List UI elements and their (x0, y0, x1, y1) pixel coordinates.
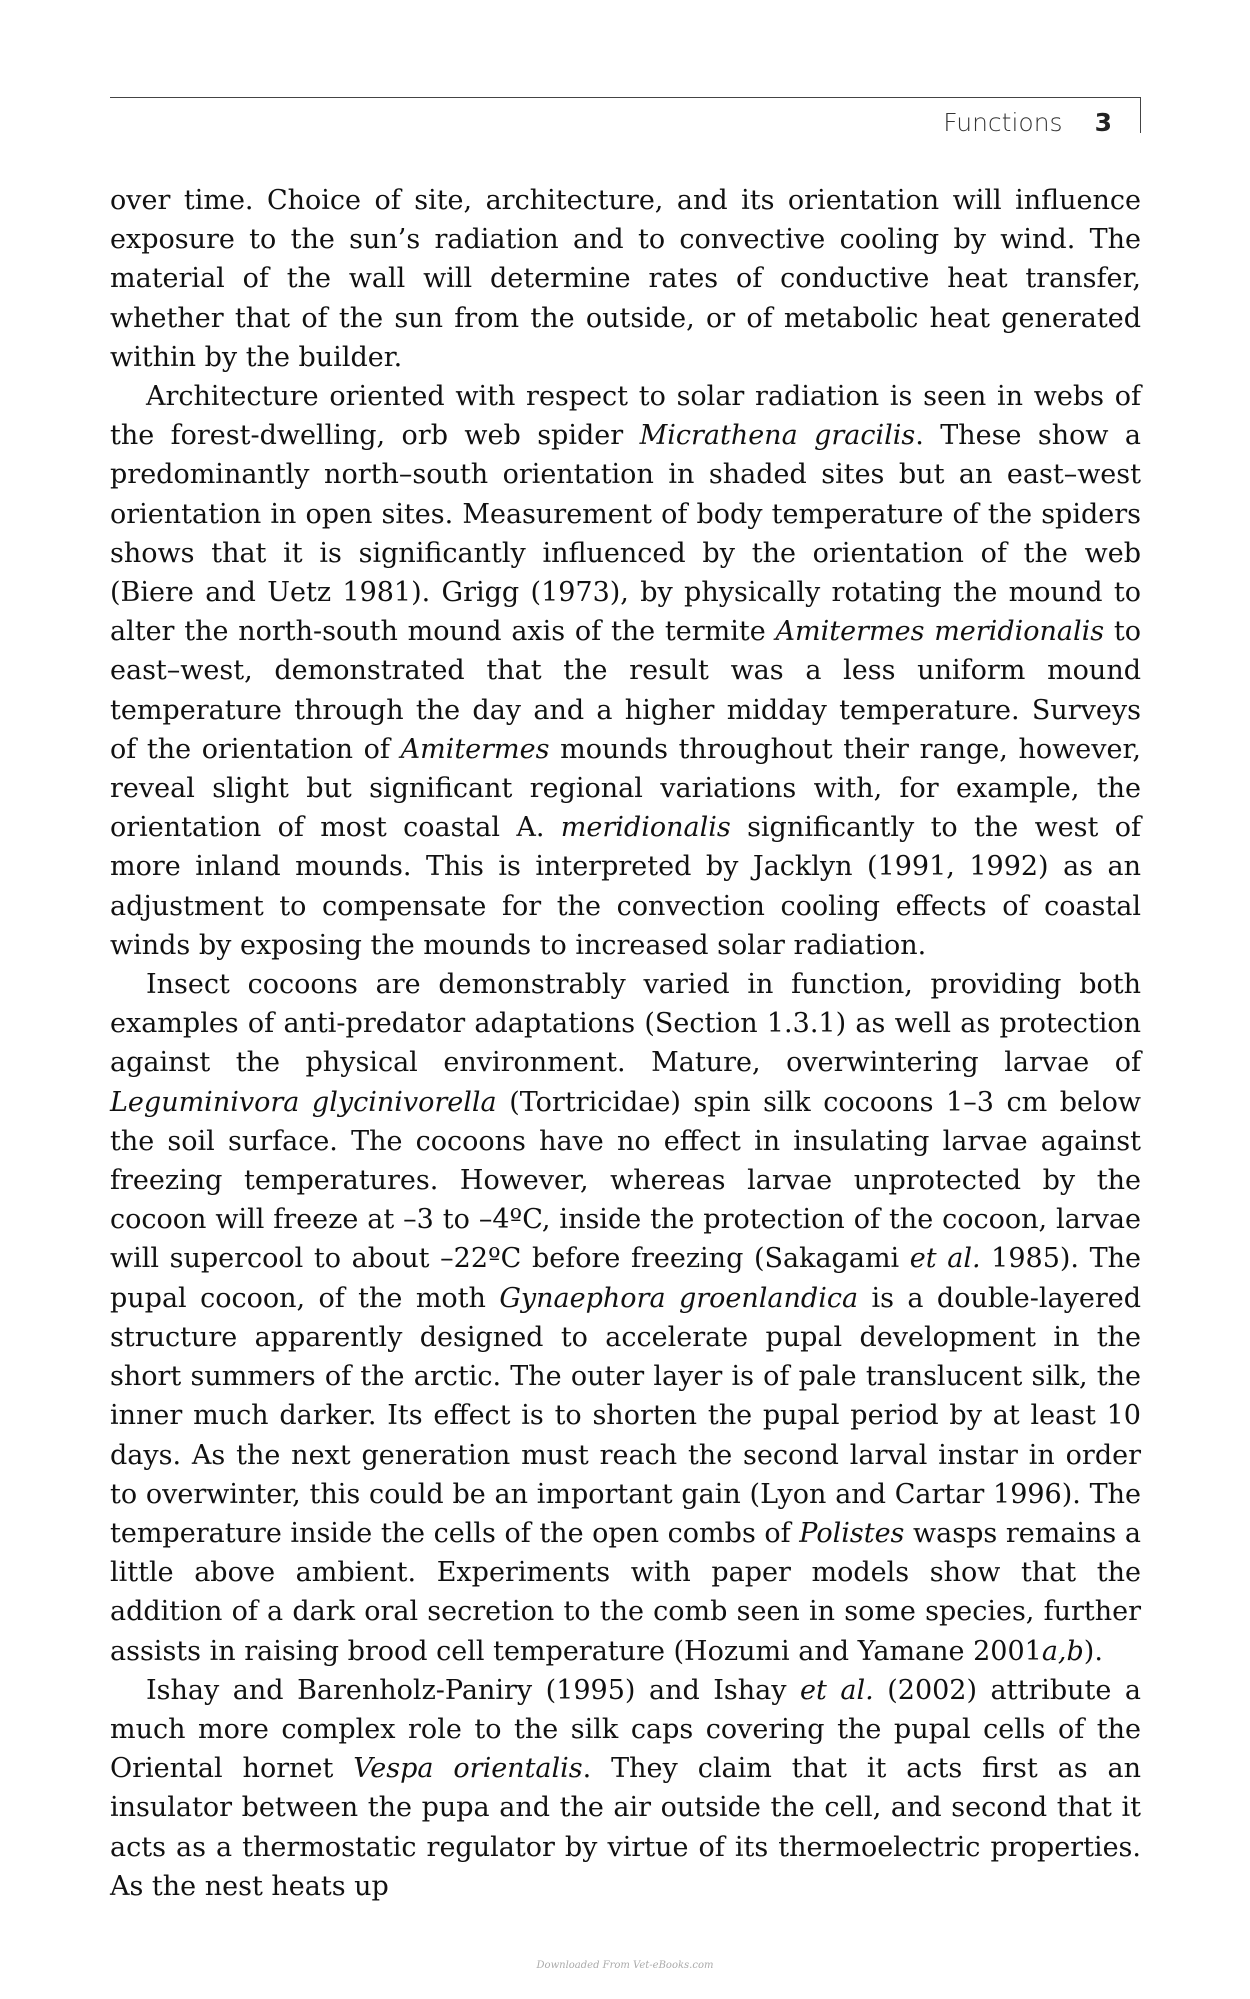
italic-term: a,b (1041, 1635, 1084, 1667)
running-title: Functions (943, 108, 1063, 137)
text-run: is a double-layered structure apparently designed to accelerate pupal development in the short summers of the arctic. The outer layer is of pale translucent silk, the inner much darker. Its effect is to shorten the pupal period by at least 10 days. As the next generation must reach the second larval instar in order to overwinter, this could be an important gain (Lyon and Cartar 1996). The temperature inside the cells of the open combs of (110, 1282, 1141, 1549)
text-run: over time. Choice of site, architecture, and its orientation will influence exposure to the sun’s radiation and to convective cooling by wind. The material of the wall will determine rates of conductive heat transfer, whether that of the sun from the outside, or of metabolic heat generated within by the builder. (110, 185, 1141, 373)
italic-term: Vespa orientalis (353, 1753, 583, 1785)
text-run: significantly to the west of more inland mounds. This is interpreted by Jacklyn (1991, 1992) as an adjustment to compensate for the convection cooling effects of coastal winds by exposing the mounds to increased solar radiation. (110, 812, 1141, 961)
body-text (110, 181, 1141, 1906)
text-run: 1985). The pupal cocoon, of the moth (110, 1243, 1141, 1314)
download-watermark: Downloaded From Vet-eBooks.com (536, 1960, 714, 1971)
header-rule (110, 97, 1141, 98)
text-run: mounds throughout their range, however, reveal slight but significant regional variations with, for example, the orientation of most coastal A. (110, 733, 1141, 844)
text-run: Architecture oriented with respect to solar radiation is seen in webs of the forest-dwelling, orb web spider (110, 381, 1141, 452)
text-run: Ishay and Barenholz-Paniry (1995) and Ishay (146, 1674, 801, 1706)
text-run: ). (1083, 1635, 1103, 1667)
text-run: (2002) attribute a much more complex role to the silk caps covering the pupal cells of the Oriental hornet (110, 1674, 1141, 1785)
paragraph (110, 181, 1141, 377)
italic-term: Leguminivora glycinivorella (110, 1086, 497, 1118)
text-run: . They claim that it acts first as an insulator between the pupa and the air outside the cell, and second that it acts as a thermostatic regulator by virtue of its thermoelectric properties. As the nest heats up (110, 1753, 1142, 1902)
text-run: (Tortricidae) spin silk cocoons 1–3 cm below the soil surface. The cocoons have no effect in insulating larvae against freezing temperatures. However, whereas larvae unprotected by the cocoon will freeze at –3 to –4ºC, inside the protection of the cocoon, larvae will supercool to about –22ºC before freezing (Sakagami (110, 1086, 1141, 1275)
header-rule-tick (1140, 97, 1141, 133)
text-run: to east–west, demonstrated that the result was a less uniform mound temperature through the day and a higher midday temperature. Surveys of the orientation of (110, 616, 1141, 765)
paragraph (110, 377, 1141, 965)
page-number: 3 (1094, 108, 1112, 137)
italic-term: Polistes (799, 1517, 905, 1549)
italic-term: et al. (800, 1674, 874, 1706)
italic-term: et al. (909, 1243, 981, 1275)
text-run: Insect cocoons are demonstrably varied in function, providing both examples of anti-predator adaptations (Section 1.3.1) as well as protection against the physical environment. Mature, overwintering larvae of (110, 969, 1141, 1079)
italic-term: Amitermes (400, 733, 550, 765)
italic-term: Gynaephora groenlandica (499, 1282, 859, 1314)
paragraph (110, 965, 1141, 1671)
italic-term: Micrathena gracilis (639, 420, 916, 452)
text-run: . These show a predominantly north–south orientation in shaded sites but an east–west orientation in open sites. Measurement of body temperature of the spiders shows that it is significantly influenced by the orientation of the web (Biere and Uetz 1981). Grigg (1973), by physically rotating the mound to alter the north-south mound axis of the termite (110, 420, 1142, 648)
italic-term: meridionalis (560, 812, 731, 844)
paragraph (110, 1671, 1141, 1906)
italic-term: Amitermes meridionalis (775, 616, 1105, 648)
text-run: wasps remains a little above ambient. Experiments with paper models show that the addition of a dark oral secretion to the comb seen in some species, further assists in raising brood cell temperature (Hozumi and Yamane 2001 (110, 1517, 1141, 1667)
running-head (943, 108, 1112, 137)
